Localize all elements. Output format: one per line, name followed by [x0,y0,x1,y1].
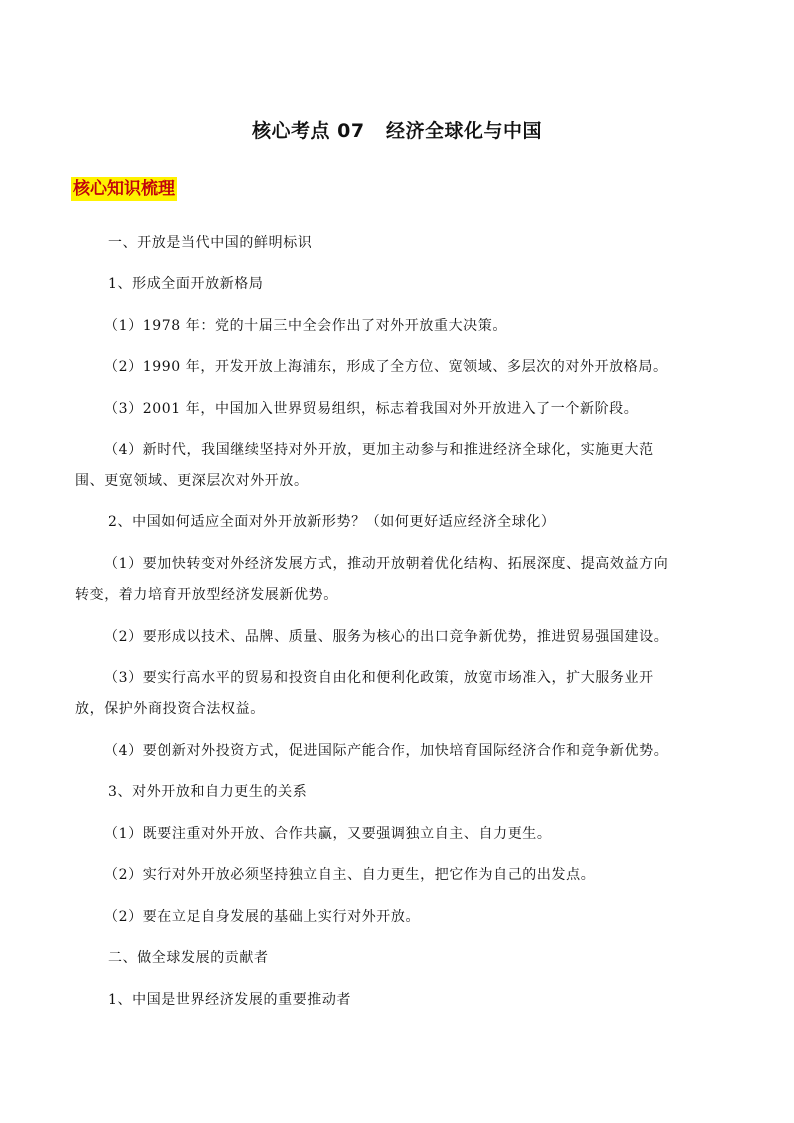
heading-level-2: 2、中国如何适应全面对外开放新形势？（如何更好适应经济全球化） [108,514,556,530]
heading-level-2: 3、对外开放和自力更生的关系 [108,784,308,800]
paragraph-line: （2）要形成以技术、品牌、质量、服务为核心的出口竞争新优势，推进贸易强国建设。 [104,629,669,645]
heading-level-1: 一、开放是当代中国的鲜明标识 [108,235,313,251]
paragraph-line: （2）要在立足自身发展的基础上实行对外开放。 [104,909,421,925]
paragraph-line: 放，保护外商投资合法权益。 [75,701,265,717]
paragraph-line: （3）要实行高水平的贸易和投资自由化和便利化政策，放宽市场准入，扩大服务业开 [104,670,654,686]
paragraph-line: （4）新时代，我国继续坚持对外开放，更加主动参与和推进经济全球化，实施更大范 [104,442,654,458]
paragraph-line: （4）要创新对外投资方式，促进国际产能合作，加快培育国际经济合作和竞争新优势。 [104,743,669,759]
heading-level-2: 1、形成全面开放新格局 [108,276,264,292]
paragraph-line: （3）2001 年，中国加入世界贸易组织，标志着我国对外开放进入了一个新阶段。 [104,401,639,417]
paragraph-line: 围、更宽领域、更深层次对外开放。 [75,473,309,489]
document-title: 核心考点 07 经济全球化与中国 [252,120,542,142]
paragraph-line: （1）1978 年：党的十届三中全会作出了对外开放重大决策。 [104,318,507,334]
heading-level-2: 1、中国是世界经济发展的重要推动者 [108,992,352,1008]
paragraph-line: （2）1990 年，开发开放上海浦东，形成了全方位、宽领域、多层次的对外开放格局。 [104,359,668,375]
section-heading: 核心知识梳理 [73,179,175,199]
paragraph-line: （1）既要注重对外开放、合作共赢，又要强调独立自主、自力更生。 [104,826,552,842]
paragraph-line: 转变，着力培育开放型经济发展新优势。 [75,587,338,603]
paragraph-line: （1）要加快转变对外经济发展方式，推动开放朝着优化结构、拓展深度、提高效益方向 [104,556,669,572]
paragraph-line: （2）实行对外开放必须坚持独立自主、自力更生，把它作为自己的出发点。 [104,867,596,883]
heading-level-1: 二、做全球发展的贡献者 [108,950,269,966]
